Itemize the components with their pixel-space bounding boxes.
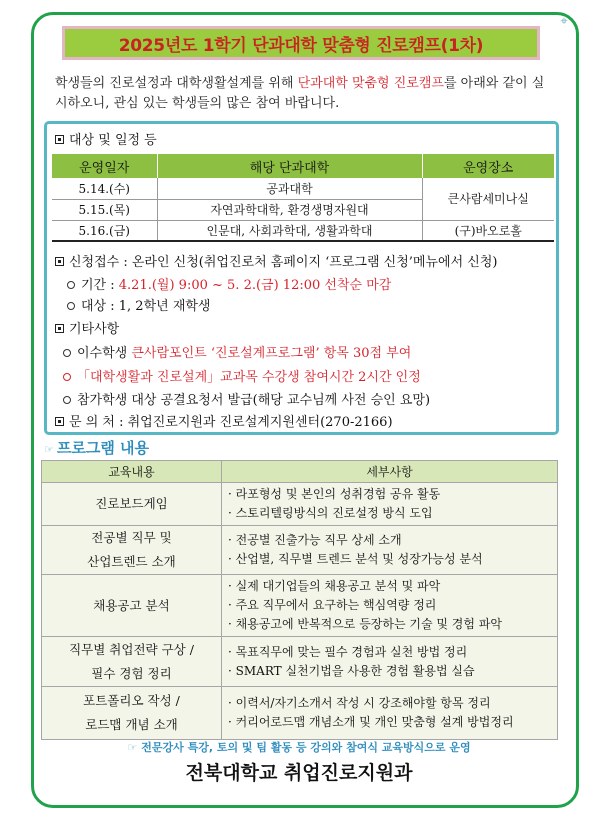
etc-item-2	[63, 366, 421, 385]
contact-line	[55, 411, 393, 430]
schedule-date: 5.15.(목)	[52, 199, 157, 220]
apply-target	[67, 295, 211, 314]
program-name	[42, 687, 222, 740]
schedule-venue: (구)바오로홀	[422, 220, 554, 241]
detail-text: 채용공고에 반복적으로 등장하는 기술 및 경험 파악	[235, 617, 502, 631]
detail-text: 산업별, 직무별 트렌드 분석 및 성장가능성 분석	[235, 552, 483, 566]
etc-item-1-text: 이수학생	[77, 346, 132, 361]
table-row	[52, 178, 554, 199]
schedule-venue: 큰사람세미나실	[422, 178, 554, 220]
detail-item: · 라포형성 및 본인의 성취경험 공유 활동	[228, 487, 441, 501]
detail-text: 라포형성 및 본인의 성취경험 공유 활동	[235, 487, 441, 501]
title-banner	[62, 26, 540, 60]
program-details	[222, 483, 558, 526]
schedule-col-venue: 운영장소	[422, 154, 554, 178]
schedule-date: 5.14.(수)	[52, 178, 157, 199]
detail-item: · 스토리텔링방식의 진로설정 방식 도입	[228, 506, 433, 520]
program-heading	[44, 437, 149, 458]
apply-period	[67, 274, 391, 293]
detail-item: · 전공별 진출가능 직무 상세 소개	[228, 533, 402, 547]
program-heading-text: 프로그램 내용	[56, 439, 150, 457]
square-bullet-icon	[55, 135, 64, 144]
detail-text: 이력서/자기소개서 작성 시 강조해야할 항목 정리	[235, 696, 491, 710]
program-name	[42, 483, 222, 526]
detail-item: · SMART 실천기법을 사용한 경험 활용법 실습	[228, 663, 475, 678]
circle-bullet-icon	[63, 349, 71, 357]
period-value: 4.21.(월) 9:00 ~ 5. 2.(금) 12:00 선착순 마감	[118, 278, 392, 293]
program-name	[42, 637, 222, 687]
qr-corner-icon: ⌖	[560, 14, 568, 29]
program-col-details: 세부사항	[222, 461, 558, 483]
circle-bullet-icon	[63, 373, 71, 381]
target-text: 대상 : 1, 2학년 재학생	[81, 299, 211, 314]
schedule-col-college: 해당 단과대학	[157, 154, 422, 178]
circle-bullet-icon	[63, 396, 71, 404]
program-header-row	[42, 461, 558, 483]
detail-text: 실제 대기업들의 채용공고 분석 및 파악	[235, 579, 441, 593]
circle-bullet-icon	[67, 281, 75, 289]
program-name-line: 필수 경험 정리	[91, 665, 172, 681]
schedule-col-date: 운영일자	[52, 154, 157, 178]
table-row	[42, 637, 558, 687]
table-row	[42, 483, 558, 526]
etc-item-3-text: 참가학생 대상 공결요청서 발급(해당 교수님께 사전 승인 요망)	[77, 393, 431, 408]
program-col-name: 교육내용	[42, 461, 222, 483]
pointer-icon: ☞	[44, 443, 54, 456]
program-details	[222, 637, 558, 687]
detail-item: · 채용공고에 반복적으로 등장하는 기술 및 경험 파악	[228, 617, 502, 631]
intro-paragraph	[55, 74, 555, 114]
footer-note-text: 전문강사 특강, 토의 및 팀 활동 등 강의와 참여식 교육방식으로 운영	[141, 741, 471, 754]
program-table	[41, 460, 558, 740]
apply-text: 신청접수 : 온라인 신청(취업진로처 홈페이지 ‘프로그램 신청’메뉴에서 신청)	[69, 255, 498, 270]
period-label: 기간 :	[81, 278, 119, 293]
square-bullet-icon	[55, 417, 64, 426]
schedule-date: 5.16.(금)	[52, 220, 157, 241]
contact-text: 문 의 처 : 취업진로지원과 진로설계지원센터(270-2166)	[69, 415, 393, 430]
detail-item: · 목표직무에 맞는 필수 경험과 실천 방법 정리	[228, 644, 468, 659]
table-row	[42, 526, 558, 575]
program-name-line: 전공별 직무 및	[91, 530, 172, 545]
program-name-line: 진로보드게임	[95, 496, 168, 511]
schedule-college: 자연과학대학, 환경생명자원대	[157, 199, 422, 220]
detail-text: 주요 직무에서 요구하는 핵심역량 정리	[235, 598, 437, 612]
program-details	[222, 575, 558, 637]
schedule-header-row	[52, 154, 554, 178]
program-details	[222, 526, 558, 575]
square-bullet-icon	[55, 257, 64, 266]
etc-heading-text: 기타사항	[69, 322, 120, 337]
detail-item: · 커리어로드맵 개념소개 및 개인 맞춤형 설계 방법정리	[228, 715, 514, 729]
program-name	[42, 575, 222, 637]
apply-line	[55, 251, 497, 270]
program-name	[42, 526, 222, 575]
schedule-heading-text: 대상 및 일정 등	[69, 133, 157, 148]
detail-item: · 주요 직무에서 요구하는 핵심역량 정리	[228, 598, 437, 612]
schedule-section	[44, 121, 559, 435]
detail-item: · 실제 대기업들의 채용공고 분석 및 파악	[228, 579, 441, 593]
etc-item-2-text: 「대학생활과 진로설계」교과목 수강생 참여시간 2시간 인정	[77, 370, 421, 385]
schedule-college: 공과대학	[157, 178, 422, 199]
schedule-heading	[55, 129, 157, 148]
detail-item: · 이력서/자기소개서 작성 시 강조해야할 항목 정리	[228, 696, 491, 710]
table-row	[42, 687, 558, 740]
intro-text-1: 학생들의 진로설정과 대학생활설계를 위해	[55, 76, 298, 91]
page-title: 2025년도 1학기 단과대학 맞춤형 진로캠프(1차)	[118, 35, 484, 56]
schedule-college: 인문대, 사회과학대, 생활과학대	[157, 220, 422, 241]
detail-text: 커리어로드맵 개념소개 및 개인 맞춤형 설계 방법정리	[235, 715, 514, 729]
program-name-line: 로드맵 개념 소개	[85, 717, 178, 732]
pointer-icon: ☞	[127, 741, 138, 754]
program-name-line: 포트폴리오 작성 /	[83, 693, 180, 708]
etc-item-1	[63, 342, 411, 361]
detail-text: 스토리텔링방식의 진로설정 방식 도입	[235, 506, 433, 520]
table-row	[52, 220, 554, 241]
etc-item-3	[63, 389, 430, 408]
program-name-line: 직무별 취업전략 구상 /	[69, 641, 194, 657]
detail-text: SMART 실천기법을 사용한 경험 활용법 실습	[235, 663, 475, 678]
etc-heading	[55, 318, 119, 337]
etc-item-1-highlight: 큰사람포인트 ‘진로설계프로그램’ 항목 30점 부여	[131, 346, 412, 361]
square-bullet-icon	[55, 324, 64, 333]
program-name-line: 채용공고 분석	[93, 597, 170, 613]
table-row	[42, 575, 558, 637]
detail-text: 전공별 진출가능 직무 상세 소개	[235, 533, 402, 547]
schedule-table	[52, 154, 554, 242]
intro-text-2: 를 아래와 같이 실시하오니, 관심 있는 학생들의 많은 참여 바랍니다.	[55, 76, 545, 111]
organization-name: 전북대학교 취업진로지원과	[185, 762, 413, 784]
program-name-line: 산업트렌드 소개	[87, 554, 176, 569]
intro-highlight: 단과대학 맞춤형 진로캠프	[297, 76, 444, 91]
program-details	[222, 687, 558, 740]
detail-text: 목표직무에 맞는 필수 경험과 실천 방법 정리	[235, 644, 468, 659]
footer-note	[0, 739, 598, 755]
detail-item: · 산업별, 직무별 트렌드 분석 및 성장가능성 분석	[228, 552, 483, 566]
circle-bullet-icon	[67, 302, 75, 310]
